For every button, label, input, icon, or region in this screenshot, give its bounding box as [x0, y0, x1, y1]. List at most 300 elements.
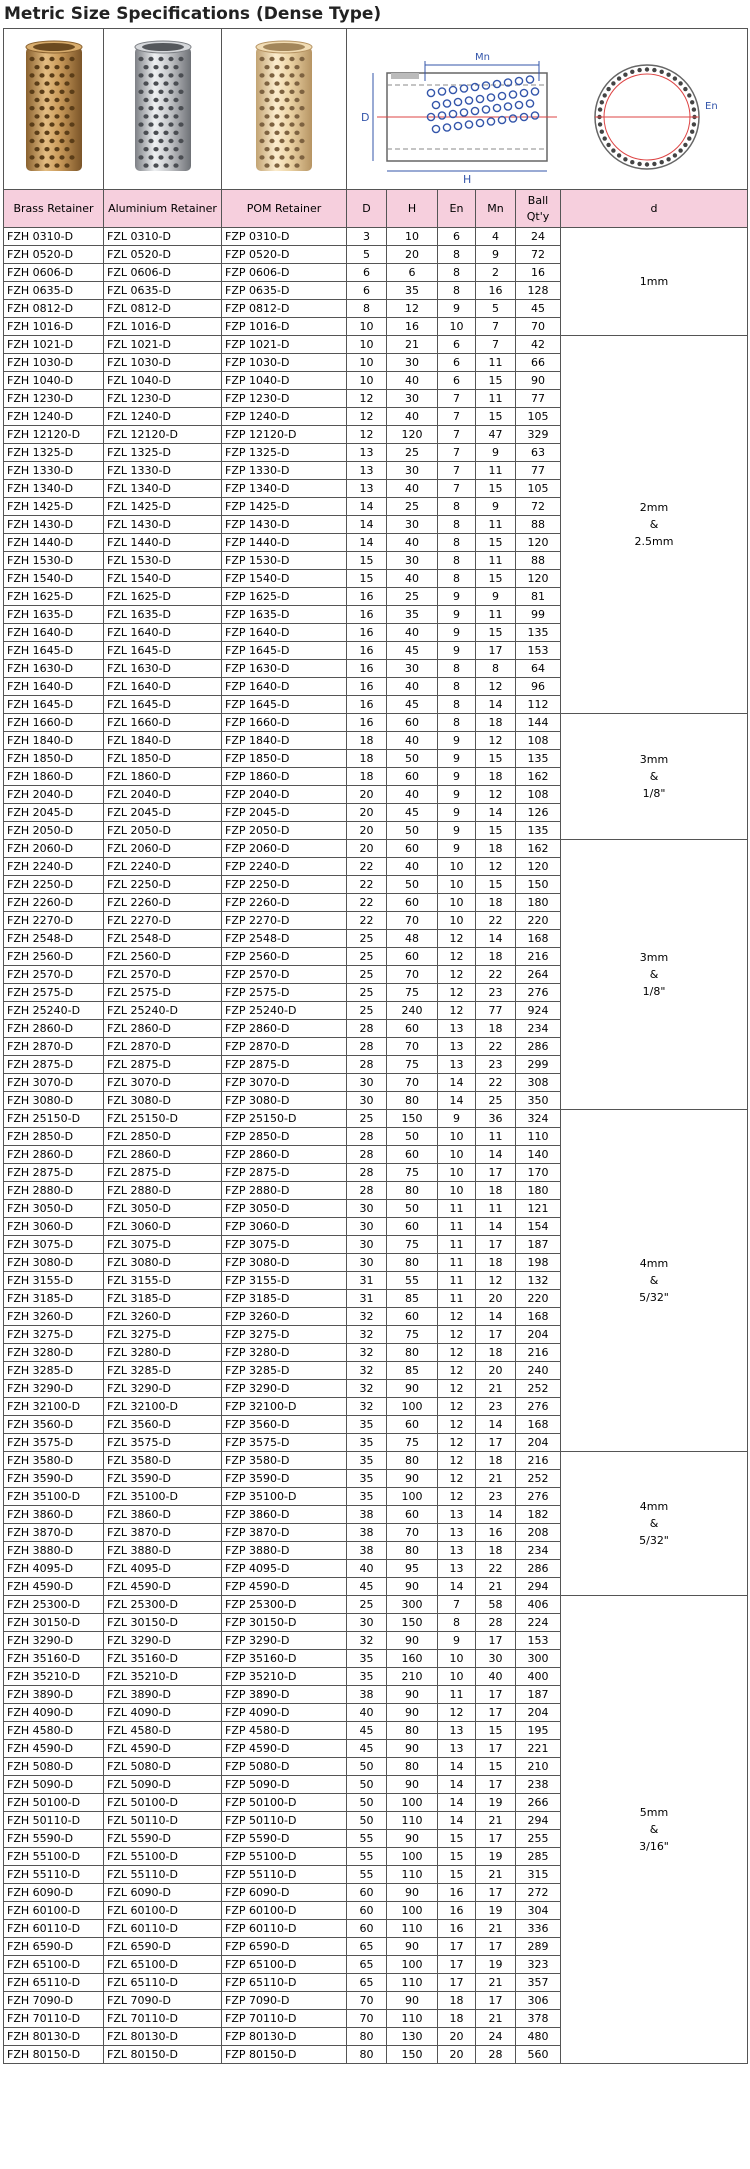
en-value: 9 [438, 732, 476, 750]
ball-qty-value: 308 [516, 1074, 561, 1092]
h-value: 120 [387, 426, 438, 444]
aluminium-part-no: FZL 60100-D [104, 1902, 222, 1920]
pom-part-no: FZP 1330-D [222, 462, 347, 480]
pom-part-no: FZP 3260-D [222, 1308, 347, 1326]
header-pom: POM Retainer [222, 190, 347, 228]
ball-qty-value: 220 [516, 912, 561, 930]
aluminium-part-no: FZL 65100-D [104, 1956, 222, 1974]
ball-qty-value: 42 [516, 336, 561, 354]
d-value: 25 [347, 1596, 387, 1614]
brass-part-no: FZH 2860-D [4, 1020, 104, 1038]
aluminium-part-no: FZL 1860-D [104, 768, 222, 786]
pom-part-no: FZP 3280-D [222, 1344, 347, 1362]
pom-part-no: FZP 25300-D [222, 1596, 347, 1614]
mn-value: 14 [476, 930, 516, 948]
h-value: 90 [387, 1704, 438, 1722]
ball-diameter-line: & [649, 770, 659, 783]
ball-qty-value: 204 [516, 1434, 561, 1452]
aluminium-part-no: FZL 0310-D [104, 228, 222, 246]
h-value: 100 [387, 1848, 438, 1866]
aluminium-part-no: FZL 2250-D [104, 876, 222, 894]
mn-value: 28 [476, 2046, 516, 2064]
en-value: 8 [438, 570, 476, 588]
h-value: 70 [387, 912, 438, 930]
brass-part-no: FZH 1645-D [4, 642, 104, 660]
d-value: 18 [347, 768, 387, 786]
d-value: 13 [347, 480, 387, 498]
h-value: 48 [387, 930, 438, 948]
brass-part-no: FZH 2240-D [4, 858, 104, 876]
header-d-outer: D [347, 190, 387, 228]
d-value: 30 [347, 1254, 387, 1272]
h-value: 75 [387, 1236, 438, 1254]
d-value: 14 [347, 534, 387, 552]
h-value: 100 [387, 1956, 438, 1974]
brass-part-no: FZH 4095-D [4, 1560, 104, 1578]
header-h: H [387, 190, 438, 228]
h-value: 110 [387, 1812, 438, 1830]
ball-qty-value: 406 [516, 1596, 561, 1614]
en-value: 8 [438, 714, 476, 732]
ball-qty-value: 285 [516, 1848, 561, 1866]
en-value: 12 [438, 930, 476, 948]
aluminium-part-no: FZL 2860-D [104, 1020, 222, 1038]
mn-value: 18 [476, 1182, 516, 1200]
aluminium-part-no: FZL 0812-D [104, 300, 222, 318]
aluminium-part-no: FZL 1630-D [104, 660, 222, 678]
d-value: 35 [347, 1470, 387, 1488]
brass-part-no: FZH 50110-D [4, 1812, 104, 1830]
mn-value: 22 [476, 1074, 516, 1092]
h-value: 30 [387, 462, 438, 480]
brass-part-no: FZH 2060-D [4, 840, 104, 858]
aluminium-part-no: FZL 4090-D [104, 1704, 222, 1722]
ball-qty-value: 252 [516, 1380, 561, 1398]
h-value: 130 [387, 2028, 438, 2046]
mn-value: 20 [476, 1290, 516, 1308]
ball-diameter-line: 5/32" [639, 1291, 669, 1304]
d-value: 32 [347, 1326, 387, 1344]
ball-qty-value: 286 [516, 1560, 561, 1578]
h-value: 100 [387, 1794, 438, 1812]
mn-value: 11 [476, 1128, 516, 1146]
h-value: 40 [387, 480, 438, 498]
d-value: 25 [347, 1110, 387, 1128]
pom-part-no: FZP 4090-D [222, 1704, 347, 1722]
h-value: 45 [387, 696, 438, 714]
h-value: 75 [387, 984, 438, 1002]
pom-part-no: FZP 2860-D [222, 1020, 347, 1038]
mn-value: 2 [476, 264, 516, 282]
aluminium-part-no: FZL 1640-D [104, 624, 222, 642]
mn-value: 22 [476, 966, 516, 984]
mn-value: 18 [476, 1542, 516, 1560]
pom-part-no: FZP 32100-D [222, 1398, 347, 1416]
ball-qty-value: 924 [516, 1002, 561, 1020]
brass-part-no: FZH 2050-D [4, 822, 104, 840]
aluminium-part-no: FZL 1230-D [104, 390, 222, 408]
d-value: 70 [347, 2010, 387, 2028]
h-value: 60 [387, 768, 438, 786]
brass-part-no: FZH 1440-D [4, 534, 104, 552]
h-value: 100 [387, 1488, 438, 1506]
brass-part-no: FZH 3870-D [4, 1524, 104, 1542]
table-row [4, 1110, 748, 1128]
en-value: 12 [438, 1470, 476, 1488]
ball-qty-value: 96 [516, 678, 561, 696]
ball-qty-value: 168 [516, 930, 561, 948]
mn-value: 7 [476, 318, 516, 336]
en-value: 12 [438, 1344, 476, 1362]
mn-value: 17 [476, 1992, 516, 2010]
ball-qty-value: 90 [516, 372, 561, 390]
h-value: 80 [387, 1758, 438, 1776]
ball-qty-value: 153 [516, 642, 561, 660]
brass-part-no: FZH 4590-D [4, 1740, 104, 1758]
en-value: 6 [438, 336, 476, 354]
ball-qty-value: 162 [516, 768, 561, 786]
ball-qty-value: 135 [516, 822, 561, 840]
aluminium-part-no: FZL 4095-D [104, 1560, 222, 1578]
pom-part-no: FZP 3080-D [222, 1092, 347, 1110]
d-value: 20 [347, 840, 387, 858]
aluminium-part-no: FZL 5590-D [104, 1830, 222, 1848]
mn-value: 16 [476, 1524, 516, 1542]
brass-part-no: FZH 1325-D [4, 444, 104, 462]
h-value: 50 [387, 750, 438, 768]
d-value: 28 [347, 1182, 387, 1200]
ball-diameter-line: 2.5mm [634, 535, 674, 548]
pom-part-no: FZP 55100-D [222, 1848, 347, 1866]
mn-value: 15 [476, 624, 516, 642]
pom-part-no: FZP 2560-D [222, 948, 347, 966]
ball-qty-value: 180 [516, 1182, 561, 1200]
ball-qty-value: 294 [516, 1812, 561, 1830]
pom-part-no: FZP 2575-D [222, 984, 347, 1002]
aluminium-part-no: FZL 1340-D [104, 480, 222, 498]
en-value: 11 [438, 1236, 476, 1254]
table-row [4, 840, 748, 858]
ball-qty-value: 121 [516, 1200, 561, 1218]
brass-part-no: FZH 55110-D [4, 1866, 104, 1884]
aluminium-part-no: FZL 35210-D [104, 1668, 222, 1686]
brass-part-no: FZH 3580-D [4, 1452, 104, 1470]
d-value: 28 [347, 1020, 387, 1038]
mn-value: 17 [476, 1686, 516, 1704]
pom-photo-cell [222, 29, 347, 190]
d-value: 28 [347, 1146, 387, 1164]
en-value: 11 [438, 1686, 476, 1704]
h-value: 90 [387, 1830, 438, 1848]
pom-part-no: FZP 1230-D [222, 390, 347, 408]
pom-part-no: FZP 2548-D [222, 930, 347, 948]
mn-value: 14 [476, 1218, 516, 1236]
aluminium-part-no: FZL 3080-D [104, 1092, 222, 1110]
aluminium-retainer-image [104, 29, 222, 189]
en-value: 7 [438, 426, 476, 444]
aluminium-part-no: FZL 1325-D [104, 444, 222, 462]
aluminium-part-no: FZL 65110-D [104, 1974, 222, 1992]
pom-part-no: FZP 60100-D [222, 1902, 347, 1920]
pom-part-no: FZP 3890-D [222, 1686, 347, 1704]
aluminium-part-no: FZL 12120-D [104, 426, 222, 444]
pom-part-no: FZP 2850-D [222, 1128, 347, 1146]
ball-qty-value: 324 [516, 1110, 561, 1128]
h-value: 80 [387, 1182, 438, 1200]
ball-qty-value: 126 [516, 804, 561, 822]
header-ball-qty: Ball Qt'y [516, 190, 561, 228]
ball-qty-value: 276 [516, 1398, 561, 1416]
pom-part-no: FZP 3580-D [222, 1452, 347, 1470]
aluminium-part-no: FZL 1645-D [104, 696, 222, 714]
pom-part-no: FZP 80130-D [222, 2028, 347, 2046]
h-value: 80 [387, 1254, 438, 1272]
pom-part-no: FZP 3575-D [222, 1434, 347, 1452]
aluminium-part-no: FZL 1645-D [104, 642, 222, 660]
d-value: 65 [347, 1974, 387, 1992]
ball-diameter-line: 1/8" [642, 787, 666, 800]
brass-part-no: FZH 2850-D [4, 1128, 104, 1146]
brass-part-no: FZH 5090-D [4, 1776, 104, 1794]
d-value: 55 [347, 1848, 387, 1866]
aluminium-part-no: FZL 3870-D [104, 1524, 222, 1542]
table-row [4, 336, 748, 354]
photo-row [4, 29, 748, 190]
ball-qty-value: 64 [516, 660, 561, 678]
mn-value: 12 [476, 732, 516, 750]
en-value: 11 [438, 1272, 476, 1290]
en-value: 15 [438, 1830, 476, 1848]
pom-part-no: FZP 1440-D [222, 534, 347, 552]
en-value: 7 [438, 408, 476, 426]
h-value: 90 [387, 1938, 438, 1956]
d-value: 13 [347, 462, 387, 480]
ball-diameter-group [561, 840, 748, 1110]
mn-value: 5 [476, 300, 516, 318]
h-value: 30 [387, 390, 438, 408]
ball-qty-value: 168 [516, 1308, 561, 1326]
header-en: En [438, 190, 476, 228]
brass-part-no: FZH 65110-D [4, 1974, 104, 1992]
brass-part-no: FZH 5080-D [4, 1758, 104, 1776]
en-value: 9 [438, 624, 476, 642]
aluminium-part-no: FZL 1330-D [104, 462, 222, 480]
d-value: 25 [347, 1002, 387, 1020]
aluminium-part-no: FZL 1840-D [104, 732, 222, 750]
d-value: 32 [347, 1308, 387, 1326]
brass-part-no: FZH 3260-D [4, 1308, 104, 1326]
pom-part-no: FZP 5090-D [222, 1776, 347, 1794]
mn-value: 14 [476, 696, 516, 714]
h-value: 60 [387, 840, 438, 858]
ball-diameter-group [561, 714, 748, 840]
h-value: 25 [387, 588, 438, 606]
aluminium-part-no: FZL 3285-D [104, 1362, 222, 1380]
brass-part-no: FZH 3575-D [4, 1434, 104, 1452]
aluminium-part-no: FZL 3060-D [104, 1218, 222, 1236]
mn-value: 19 [476, 1902, 516, 1920]
aluminium-part-no: FZL 3280-D [104, 1344, 222, 1362]
h-value: 90 [387, 1776, 438, 1794]
pom-part-no: FZP 1660-D [222, 714, 347, 732]
table-row [4, 228, 748, 246]
pom-part-no: FZP 80150-D [222, 2046, 347, 2064]
ball-qty-value: 153 [516, 1632, 561, 1650]
header-row [4, 190, 748, 228]
aluminium-part-no: FZL 1625-D [104, 588, 222, 606]
en-value: 12 [438, 1416, 476, 1434]
h-value: 80 [387, 1542, 438, 1560]
mn-value: 15 [476, 408, 516, 426]
mn-value: 30 [476, 1650, 516, 1668]
en-value: 7 [438, 462, 476, 480]
pom-part-no: FZP 60110-D [222, 1920, 347, 1938]
mn-value: 11 [476, 516, 516, 534]
en-value: 10 [438, 894, 476, 912]
pom-part-no: FZP 0520-D [222, 246, 347, 264]
mn-value: 14 [476, 1416, 516, 1434]
aluminium-part-no: FZL 1850-D [104, 750, 222, 768]
d-value: 30 [347, 1218, 387, 1236]
en-value: 12 [438, 1704, 476, 1722]
en-value: 18 [438, 2010, 476, 2028]
d-value: 6 [347, 282, 387, 300]
ball-qty-value: 480 [516, 2028, 561, 2046]
aluminium-part-no: FZL 1540-D [104, 570, 222, 588]
en-value: 12 [438, 1002, 476, 1020]
ball-qty-value: 350 [516, 1092, 561, 1110]
ball-qty-value: 216 [516, 948, 561, 966]
pom-part-no: FZP 55110-D [222, 1866, 347, 1884]
mn-value: 11 [476, 462, 516, 480]
d-value: 12 [347, 390, 387, 408]
ball-qty-value: 329 [516, 426, 561, 444]
d-value: 45 [347, 1722, 387, 1740]
ball-qty-value: 216 [516, 1452, 561, 1470]
brass-part-no: FZH 3880-D [4, 1542, 104, 1560]
brass-part-no: FZH 1660-D [4, 714, 104, 732]
h-value: 50 [387, 876, 438, 894]
brass-part-no: FZH 0812-D [4, 300, 104, 318]
ball-qty-value: 198 [516, 1254, 561, 1272]
ball-qty-value: 70 [516, 318, 561, 336]
ball-qty-value: 88 [516, 552, 561, 570]
ball-diameter-line: 3mm [639, 753, 669, 766]
h-value: 60 [387, 714, 438, 732]
ball-qty-value: 378 [516, 2010, 561, 2028]
ball-qty-value: 180 [516, 894, 561, 912]
en-value: 7 [438, 1596, 476, 1614]
h-value: 45 [387, 804, 438, 822]
aluminium-part-no: FZL 3290-D [104, 1380, 222, 1398]
h-value: 35 [387, 606, 438, 624]
d-value: 10 [347, 336, 387, 354]
pom-part-no: FZP 1625-D [222, 588, 347, 606]
diagram-label-en: En [705, 101, 718, 112]
d-value: 32 [347, 1398, 387, 1416]
d-value: 10 [347, 354, 387, 372]
en-value: 10 [438, 1668, 476, 1686]
aluminium-part-no: FZL 35100-D [104, 1488, 222, 1506]
aluminium-part-no: FZL 1660-D [104, 714, 222, 732]
en-value: 8 [438, 660, 476, 678]
brass-part-no: FZH 2880-D [4, 1182, 104, 1200]
pom-part-no: FZP 0310-D [222, 228, 347, 246]
ball-qty-value: 63 [516, 444, 561, 462]
h-value: 90 [387, 1884, 438, 1902]
en-value: 14 [438, 1578, 476, 1596]
en-value: 17 [438, 1974, 476, 1992]
d-value: 22 [347, 894, 387, 912]
ball-qty-value: 187 [516, 1686, 561, 1704]
pom-part-no: FZP 3060-D [222, 1218, 347, 1236]
mn-value: 17 [476, 1830, 516, 1848]
pom-part-no: FZP 3290-D [222, 1632, 347, 1650]
h-value: 80 [387, 1344, 438, 1362]
pom-part-no: FZP 1425-D [222, 498, 347, 516]
h-value: 70 [387, 1038, 438, 1056]
mn-value: 14 [476, 1506, 516, 1524]
h-value: 110 [387, 2010, 438, 2028]
ball-qty-value: 120 [516, 858, 561, 876]
en-value: 12 [438, 1488, 476, 1506]
ball-qty-value: 182 [516, 1506, 561, 1524]
en-value: 9 [438, 606, 476, 624]
mn-value: 18 [476, 894, 516, 912]
ball-qty-value: 144 [516, 714, 561, 732]
en-value: 12 [438, 966, 476, 984]
pom-part-no: FZP 3880-D [222, 1542, 347, 1560]
mn-value: 18 [476, 1020, 516, 1038]
page-title: Metric Size Specifications (Dense Type) [4, 4, 382, 24]
aluminium-part-no: FZL 3580-D [104, 1452, 222, 1470]
d-value: 25 [347, 966, 387, 984]
ball-qty-value: 272 [516, 1884, 561, 1902]
pom-part-no: FZP 35100-D [222, 1488, 347, 1506]
brass-part-no: FZH 4090-D [4, 1704, 104, 1722]
d-value: 28 [347, 1038, 387, 1056]
pom-part-no: FZP 2040-D [222, 786, 347, 804]
brass-part-no: FZH 1230-D [4, 390, 104, 408]
aluminium-part-no: FZL 3155-D [104, 1272, 222, 1290]
mn-value: 21 [476, 2010, 516, 2028]
h-value: 80 [387, 1092, 438, 1110]
d-value: 35 [347, 1668, 387, 1686]
pom-part-no: FZP 3080-D [222, 1254, 347, 1272]
h-value: 60 [387, 1416, 438, 1434]
ball-qty-value: 210 [516, 1758, 561, 1776]
ball-qty-value: 112 [516, 696, 561, 714]
mn-value: 21 [476, 1578, 516, 1596]
brass-part-no: FZH 25240-D [4, 1002, 104, 1020]
h-value: 300 [387, 1596, 438, 1614]
mn-value: 17 [476, 642, 516, 660]
pom-part-no: FZP 2880-D [222, 1182, 347, 1200]
brass-part-no: FZH 3080-D [4, 1092, 104, 1110]
brass-part-no: FZH 4580-D [4, 1722, 104, 1740]
ball-diameter-line: & [649, 1823, 659, 1836]
brass-part-no: FZH 0310-D [4, 228, 104, 246]
mn-value: 19 [476, 1848, 516, 1866]
mn-value: 11 [476, 390, 516, 408]
ball-qty-value: 240 [516, 1362, 561, 1380]
brass-part-no: FZH 3080-D [4, 1254, 104, 1272]
d-value: 15 [347, 570, 387, 588]
aluminium-part-no: FZL 0606-D [104, 264, 222, 282]
d-value: 32 [347, 1632, 387, 1650]
ball-qty-value: 99 [516, 606, 561, 624]
d-value: 80 [347, 2028, 387, 2046]
